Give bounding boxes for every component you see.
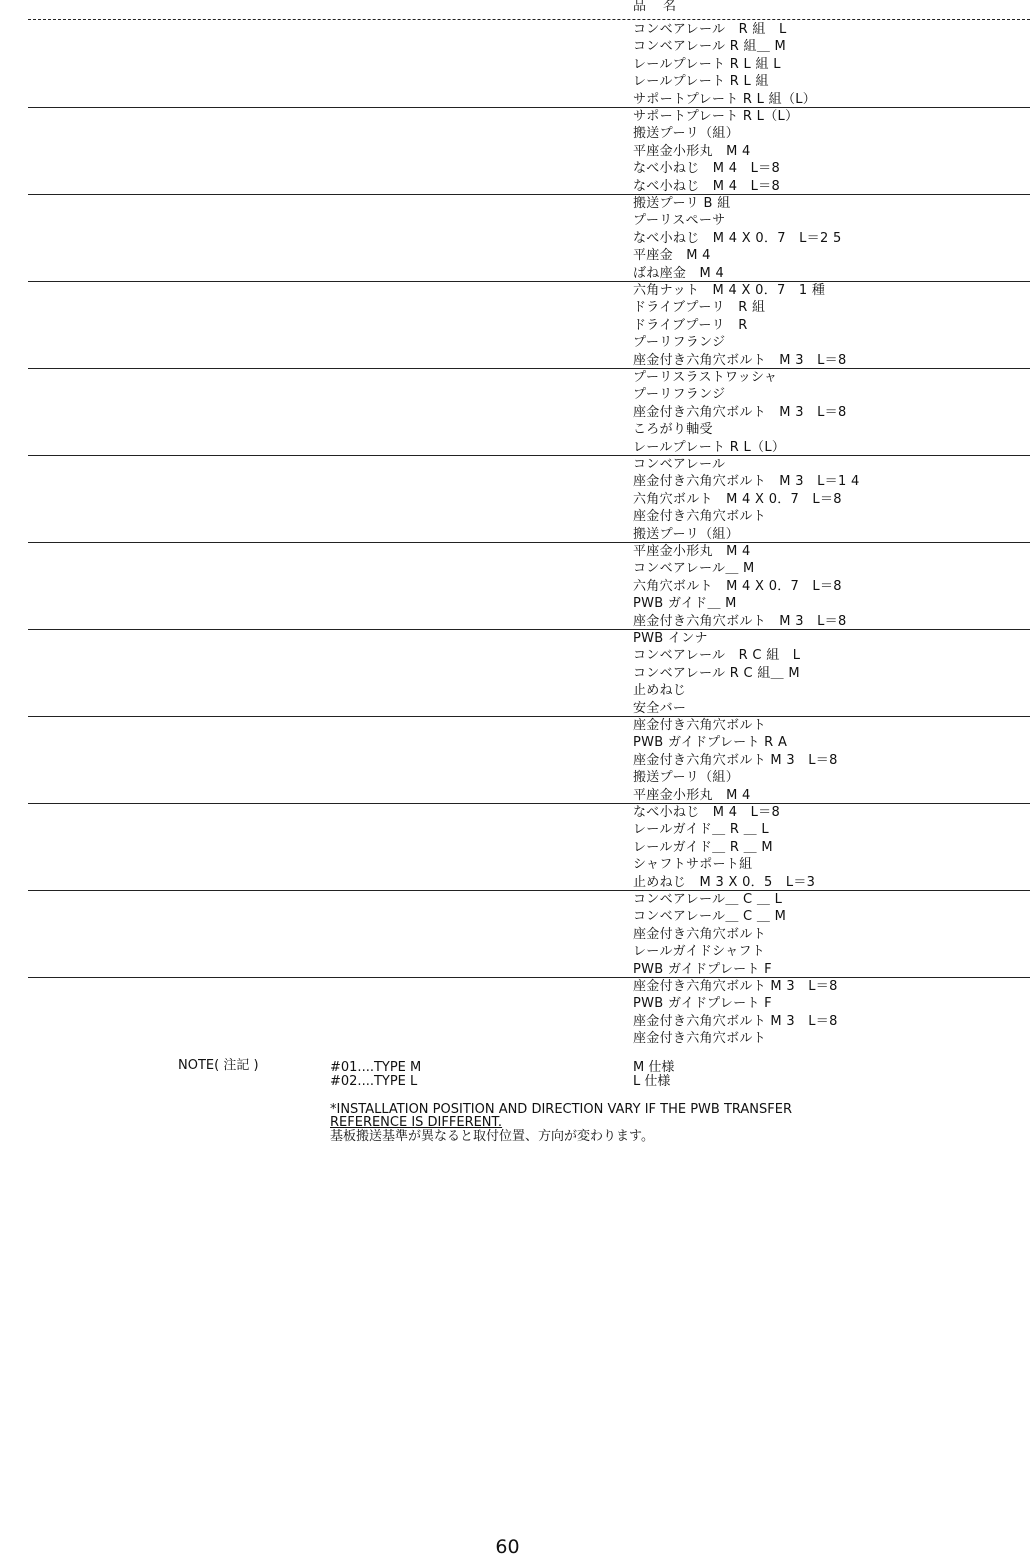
note-type-spec: L 仕様 [633, 1074, 671, 1089]
part-name-row: 六角穴ボルト M 4 X 0．7 L＝8 [633, 491, 842, 507]
part-name-row: 止めねじ M 3 X 0．5 L＝3 [633, 874, 816, 890]
part-name-row: プーリスペーサ [633, 213, 726, 229]
part-name-row: プーリスラストワッシャ [633, 370, 778, 385]
part-name-row: プーリフランジ [633, 387, 726, 403]
group-divider [28, 107, 1030, 108]
part-name-row: レールガイドシャフト [633, 944, 766, 960]
part-name-row: 搬送プーリ（組） [633, 526, 740, 542]
parts-list-header [0, 0, 1030, 20]
part-name-row: シャフトサポート組 [633, 857, 753, 873]
part-name-row: 座金付き六角穴ボルト M 3 L＝8 [633, 752, 838, 768]
part-name-row: プーリフランジ [633, 335, 726, 351]
part-name-row: PWB ガイド＿ M [633, 596, 737, 612]
note-label: NOTE( 注記 ) [178, 1058, 259, 1073]
part-name-row: ばね座金 M 4 [633, 265, 725, 281]
part-name-row: ころがり軸受 [633, 422, 713, 438]
group-divider [28, 455, 1030, 456]
part-name-row: なべ小ねじ M 4 L＝8 [633, 161, 781, 177]
header-dashed-divider [28, 19, 1030, 20]
part-name-row: PWB ガイドプレート R A [633, 735, 788, 751]
group-divider [28, 890, 1030, 891]
part-name-row: 座金付き六角穴ボルト M 3 L＝1 4 [633, 474, 860, 490]
note-type-spec: M 仕様 [633, 1060, 675, 1075]
page-number: 60 [495, 1536, 520, 1558]
part-name-row: コンベアレール R C 組 L [633, 648, 801, 664]
part-name-row: なべ小ねじ M 4 L＝8 [633, 805, 781, 820]
part-name-row: コンベアレール R C 組＿ M [633, 665, 800, 681]
caution-english-line-1: *INSTALLATION POSITION AND DIRECTION VARY IF THE PWB TRANSFER [330, 1102, 793, 1117]
note-type-code: #02....TYPE L [330, 1074, 418, 1089]
group-divider [28, 629, 1030, 630]
part-name-row: 座金付き六角穴ボルト M 3 L＝8 [633, 404, 847, 420]
part-name-row: コンベアレール R 組＿ M [633, 39, 787, 55]
part-name-row: レールガイド＿ R ＿ M [633, 839, 773, 855]
part-name-row: 六角ナット M 4 X 0．7 1 種 [633, 283, 826, 298]
part-name-row: 止めねじ [633, 683, 687, 699]
group-divider [28, 716, 1030, 717]
part-name-row: レールプレート R L（L） [633, 439, 786, 455]
part-name-row: サポートプレート R L 組（L） [633, 91, 817, 107]
part-name-row: ドライブプーリ R [633, 317, 748, 333]
group-divider [28, 194, 1030, 195]
part-name-row: レールガイド＿ R ＿ L [633, 822, 769, 838]
note-type-code: #01....TYPE M [330, 1060, 422, 1075]
part-name-row: コンベアレール＿ C ＿ M [633, 909, 787, 925]
part-name-row: 搬送プーリ B 組 [633, 196, 731, 211]
part-name-row: 平座金小形丸 M 4 [633, 787, 751, 803]
part-name-row: 平座金 M 4 [633, 248, 711, 264]
part-name-row: PWB ガイドプレート F [633, 961, 772, 977]
part-name-row: 座金付き六角穴ボルト M 3 L＝8 [633, 613, 847, 629]
part-name-row: 平座金小形丸 M 4 [633, 143, 751, 159]
part-name-row: コンベアレール R 組 L [633, 22, 787, 37]
part-name-row: なべ小ねじ M 4 X 0．7 L＝2 5 [633, 230, 842, 246]
part-name-row: 搬送プーリ（組） [633, 126, 740, 142]
part-name-row: 六角穴ボルト M 4 X 0．7 L＝8 [633, 578, 842, 594]
part-name-row: コンベアレール＿ C ＿ L [633, 892, 783, 907]
caution-english-line-2: REFERENCE IS DIFFERENT. [330, 1115, 503, 1130]
part-name-row: 安全バー [633, 700, 687, 716]
part-name-row: レールプレート R L 組 L [633, 56, 781, 72]
part-name-row: 座金付き六角穴ボルト M 3 L＝8 [633, 1013, 838, 1029]
part-name-row: コンベアレール＿ M [633, 561, 755, 577]
group-divider [28, 542, 1030, 543]
part-name-row: PWB ガイドプレート F [633, 996, 772, 1012]
part-name-row: サポートプレート R L（L） [633, 109, 799, 124]
group-divider [28, 368, 1030, 369]
part-name-row: レールプレート R L 組 [633, 74, 769, 90]
caution-japanese: 基板搬送基準が異なると取付位置、方向が変わります。 [330, 1129, 654, 1144]
part-name-row: 座金付き六角穴ボルト M 3 L＝8 [633, 352, 847, 368]
part-name-row: なべ小ねじ M 4 L＝8 [633, 178, 781, 194]
part-name-row: 座金付き六角穴ボルト [633, 1031, 767, 1047]
group-divider [28, 281, 1030, 282]
part-name-row: 座金付き六角穴ボルト [633, 718, 767, 733]
part-name-row: 平座金小形丸 M 4 [633, 544, 751, 559]
group-divider [28, 803, 1030, 804]
part-name-row: 搬送プーリ（組） [633, 770, 740, 786]
part-name-row: ドライブプーリ R 組 [633, 300, 766, 316]
part-name-row: 座金付き六角穴ボルト [633, 926, 767, 942]
part-name-column-header: 品 名 [633, 0, 679, 14]
part-name-row: 座金付き六角穴ボルト M 3 L＝8 [633, 979, 838, 994]
part-name-row: コンベアレール [633, 457, 726, 472]
group-divider [28, 977, 1030, 978]
part-name-row: PWB インナ [633, 631, 708, 646]
part-name-row: 座金付き六角穴ボルト [633, 509, 767, 525]
